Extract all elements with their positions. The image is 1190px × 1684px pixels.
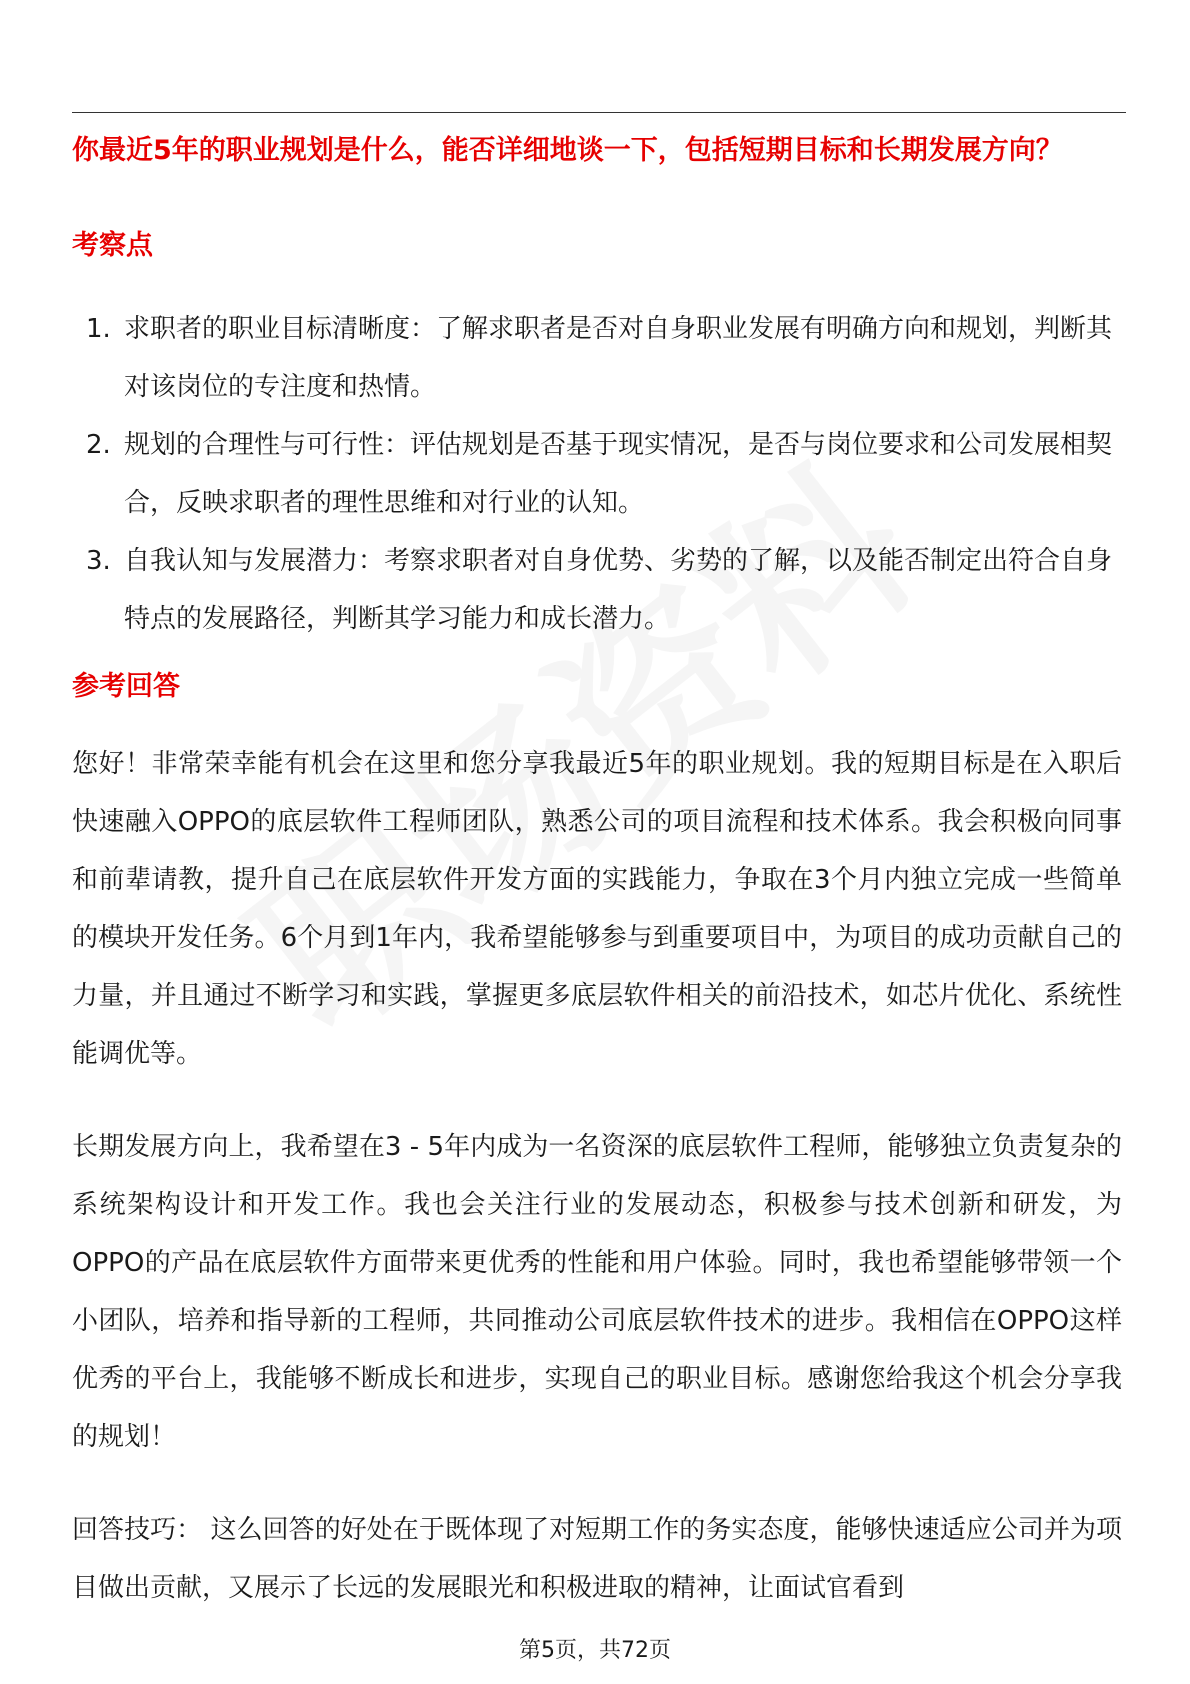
page-number: 第5页，共72页 (519, 1638, 671, 1663)
list-text: 规划的合理性与可行性：评估规划是否基于现实情况，是否与岗位要求和公司发展相契合，反映求职者的理性思维和对行业的认知。 (124, 430, 1113, 518)
answer-paragraph-1: 您好！非常荣幸能有机会在这里和您分享我最近5年的职业规划。我的短期目标是在入职后快速融入OPPO的底层软件工程师团队，熟悉公司的项目流程和技术体系。我会积极向同事和前辈请教，提升自己在底层软件开发方面的实践能力，争取在3个月内独立完成一些简单的模块开发任务。6个月到1年内，我希望能够参与到重要项目中，为项目的成功贡献自己的力量，并且通过不断学习和实践，掌握更多底层软件相关的前沿技术，如芯片优化、系统性能调优等。 (72, 749, 1122, 1069)
list-item (72, 532, 1122, 648)
question-title: 你最近5年的职业规划是什么，能否详细地谈一下，包括短期目标和长期发展方向？ (72, 135, 1063, 166)
top-divider (72, 112, 1126, 113)
list-number: 2. (86, 430, 111, 460)
list-number: 3. (86, 546, 111, 576)
points-heading: 考察点 (72, 230, 153, 261)
answer-paragraph-2: 长期发展方向上，我希望在3 - 5年内成为一名资深的底层软件工程师，能够独立负责复杂的系统架构设计和开发工作。我也会关注行业的发展动态，积极参与技术创新和研发，为OPPO的产品在底层软件方面带来更优秀的性能和用户体验。同时，我也希望能够带领一个小团队，培养和指导新的工程师，共同推动公司底层软件技术的进步。我相信在OPPO这样优秀的平台上，我能够不断成长和进步，实现自己的职业目标。感谢您给我这个机会分享我的规划！ (72, 1132, 1122, 1452)
points-list (72, 300, 1122, 648)
answer-tips-paragraph: 回答技巧： 这么回答的好处在于既体现了对短期工作的务实态度，能够快速适应公司并为项目做出贡献，又展示了长远的发展眼光和积极进取的精神，让面试官看到 (72, 1515, 1122, 1603)
answer-heading: 参考回答 (72, 671, 180, 702)
list-item (72, 416, 1122, 532)
list-text: 求职者的职业目标清晰度：了解求职者是否对自身职业发展有明确方向和规划，判断其对该岗位的专注度和热情。 (124, 314, 1113, 402)
list-number: 1. (86, 314, 111, 344)
list-item (72, 300, 1122, 416)
list-text: 自我认知与发展潜力：考察求职者对自身优势、劣势的了解，以及能否制定出符合自身特点的发展路径，判断其学习能力和成长潜力。 (124, 546, 1113, 634)
